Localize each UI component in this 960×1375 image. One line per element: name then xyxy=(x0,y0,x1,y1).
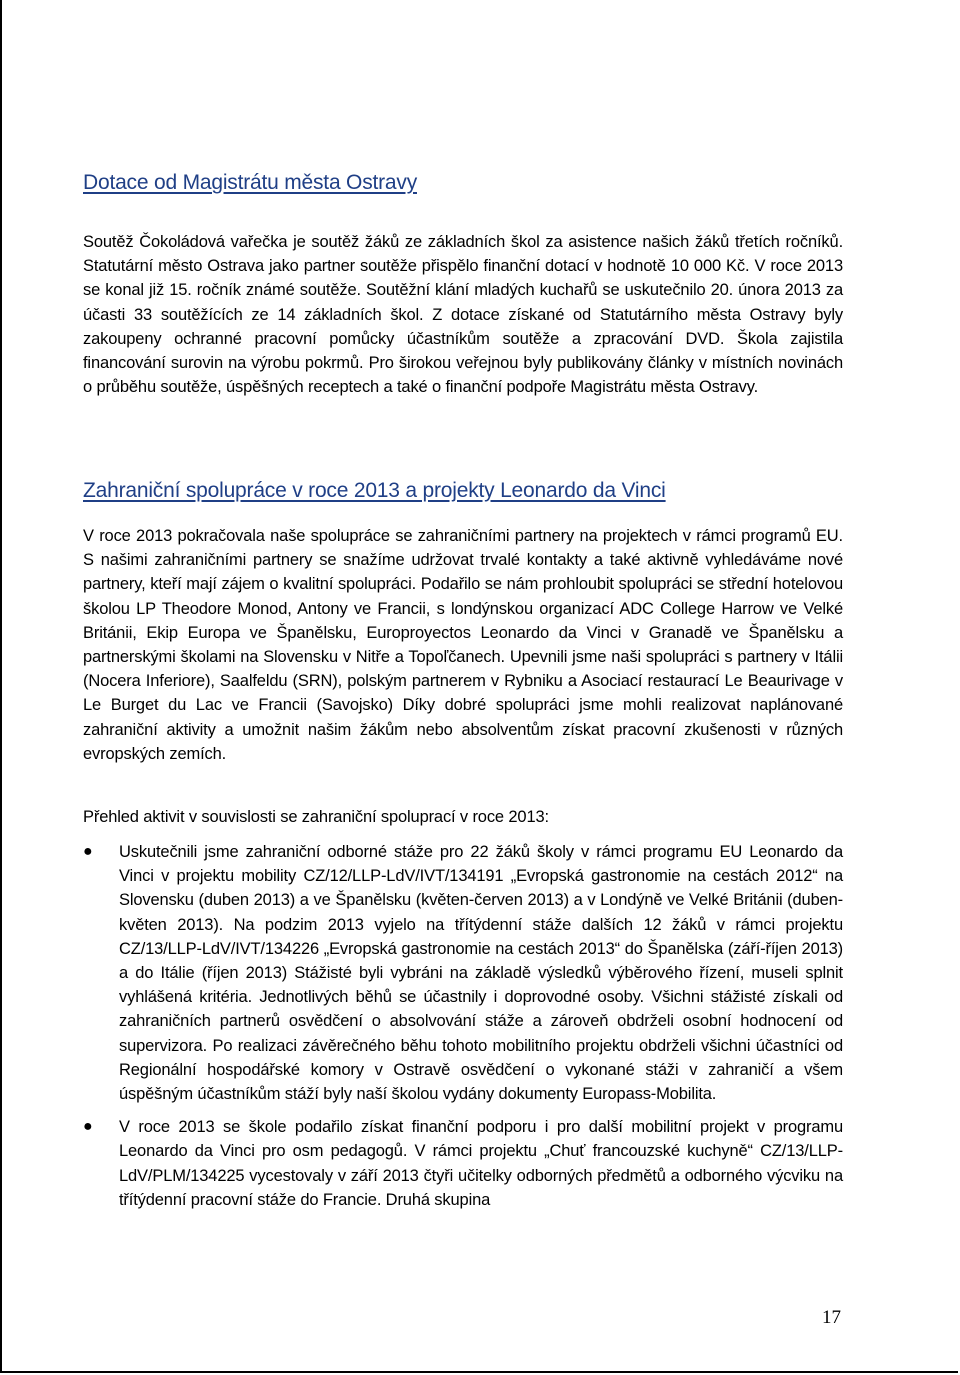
list-item-text: Uskutečnili jsme zahraniční odborné stáže pro 22 žáků školy v rámci programu EU Leonardo da Vinci v projektu mobility CZ/12/LLP-LdV/IVT/134191 „Evropská gastronomie na cestách 2012“ na Slovensku (duben 2013) a ve Španělsku (květen-červen 2013) a v Londýně ve Velké Británii (duben-květen 2013). Na podzim 2013 vyjelo na třítýdenní stáže dalších 12 žáků v rámci projektu CZ/13/LLP-LdV/IVT/134226 „Evropská gastronomie na cestách 2013“ do Španělska (září-říjen 2013) a do Itálie (říjen 2013) Stážisté byli vybráni na základě výsledků výběrového řízení, museli splnit vyhlášená kritéria. Jednotlivých běhů se účastnily i doprovodné osoby. Všichni stážisté získali od zahraničních partnerů osvědčení o absolvování stáže a zároveň obdrželi osobní hodnocení od supervizora. Po realizaci závěrečného běhu tohoto mobilitního projektu obdrželi všichni účastníci od Regionální hospodářské komory v Ostravě osvědčení o vykonané stáži v zahraničí a všem úspěšným účastníkům stáží byly naší školou vydány dokumenty Europass-Mobilita. xyxy=(119,843,843,1104)
page-number: 17 xyxy=(822,1307,841,1328)
section-heading-dotace: Dotace od Magistrátu města Ostravy xyxy=(83,171,417,194)
bullet-icon: ● xyxy=(83,1118,93,1136)
section-heading-zahranicni-spoluprace: Zahraniční spolupráce v roce 2013 a projekty Leonardo da Vinci xyxy=(83,479,666,502)
bullet-icon: ● xyxy=(83,843,93,860)
paragraph-spoluprace: V roce 2013 pokračovala naše spolupráce se zahraničními partnery na projektech v rámci programů EU. S našimi zahraničními partnery se snažíme udržovat trvalé kontakty a také aktivně vyhledáváme nové partnery, kteří mají zájem o kvalitní spolupráci. Podařilo se nám prohloubit spolupráci se střední hotelovou školou LP Theodore Monod, Antony ve Francii, s londýnskou organizací ADC College Harrow ve Velké Británii, Ekip Europa ve Španělsku, Europroyectos Leonardo da Vinci v Granadě ve Španělsku a partnerskými školami na Slovensku v Nitře a Topoľčanech. Upevnili jsme naši spolupráci s partnery v Itálii (Nocera Inferiore), Saalfeldu (SRN), polským partnerem v Rybniku a Asociací restaurací Le Beaurivage v Le Burget du Lac ve Francii (Savojsko) Díky dobré spolupráci jsme mohli realizovat naplánované zahraniční aktivity a umožnit našim žákům nebo absolventům získat pracovní zkušenosti v různých evropských zemích. xyxy=(83,527,843,763)
activity-list xyxy=(83,840,843,1221)
overview-intro: Přehled aktivit v souvislosti se zahraniční spoluprací v roce 2013: xyxy=(83,808,549,826)
list-item xyxy=(83,1115,843,1212)
paragraph-dotace: Soutěž Čokoládová vařečka je soutěž žáků ze základních škol za asistence našich žáků třetích ročníků. Statutární město Ostrava jako partner soutěže přispělo finanční dotací v hodnotě 10 000 Kč. V roce 2013 se konal již 15. ročník známé soutěže. Soutěžní klání mladých kuchařů se uskutečnilo 20. února 2013 za účasti 33 soutěžících ze 14 základních škol. Z dotace získané od Statutárního města Ostravy byly zakoupeny ochranné pracovní pomůcky účastníkům soutěže a zpracování DVD. Škola zajistila financování surovin na výrobu pokrmů. Pro širokou veřejnou byly publikovány články v místních novinách o průběhu soutěže, úspěšných receptech a také o finanční podpoře Magistrátu města Ostravy. xyxy=(83,233,843,397)
list-item-text: V roce 2013 se škole podařilo získat finanční podporu i pro další mobilitní projekt v programu Leonardo da Vinci pro osm pedagogů. V rámci projektu „Chuť francouzské kuchyně“ CZ/13/LLP-LdV/PLM/134225 vycestovaly v září 2013 čtyři učitelky odborných předmětů a odborného výcviku na třítýdenní pracovní stáže do Francie. Druhá skupina xyxy=(119,1118,843,1209)
list-item xyxy=(83,840,843,1106)
